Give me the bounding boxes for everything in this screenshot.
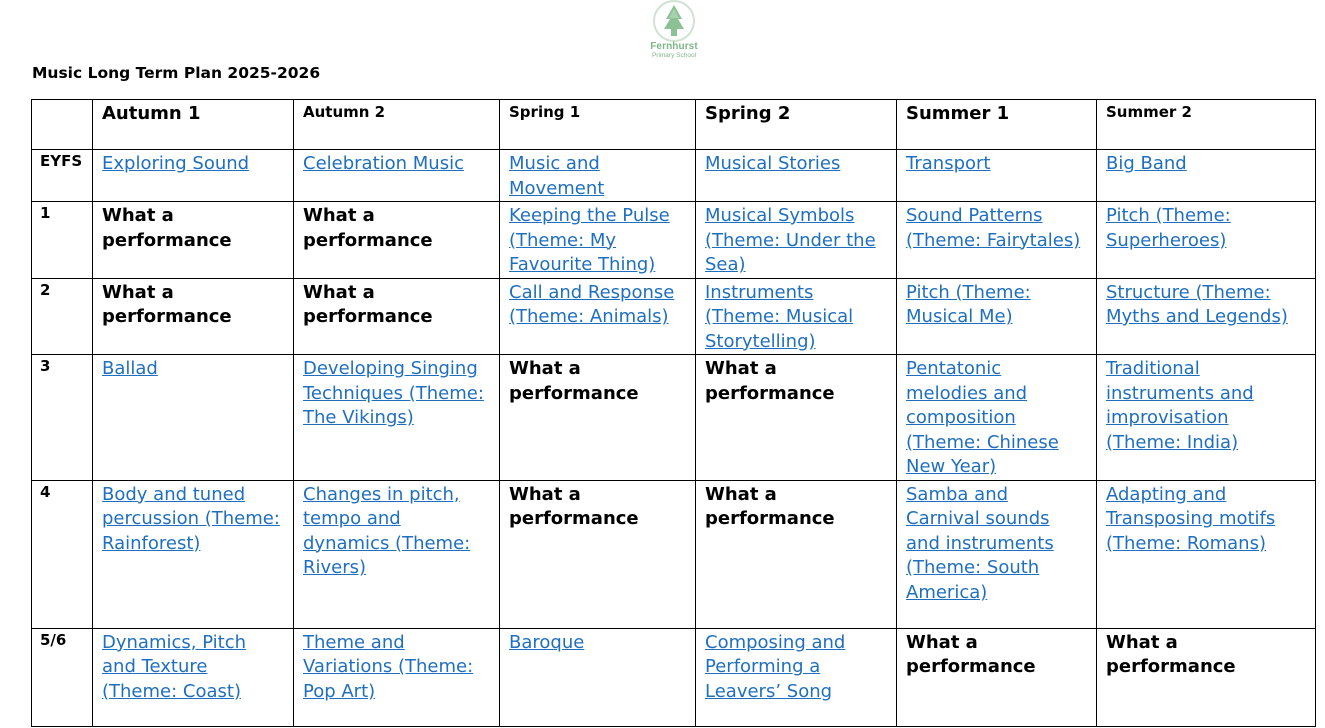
- plan-cell: [294, 278, 500, 355]
- table-row: [32, 480, 1316, 628]
- unit-link[interactable]: Keeping the Pulse (Theme: My Favourite Thing): [509, 205, 670, 275]
- plan-cell: [500, 202, 696, 279]
- plan-cell: [500, 628, 696, 726]
- unit-link[interactable]: Transport: [906, 153, 991, 174]
- year-group-label: 2: [32, 278, 93, 355]
- year-group-label: 5/6: [32, 628, 93, 726]
- unit-link[interactable]: Pentatonic melodies and composition (Theme: Chinese New Year): [906, 358, 1059, 477]
- year-group-label: 3: [32, 355, 93, 481]
- unit-link[interactable]: Body and tuned percussion (Theme: Rainforest): [102, 483, 280, 554]
- unit-link[interactable]: Dynamics, Pitch and Texture (Theme: Coast): [102, 631, 247, 702]
- plan-cell: [294, 628, 500, 726]
- unit-link[interactable]: Instruments (Theme: Musical Storytelling): [705, 281, 854, 352]
- unit-link[interactable]: Pitch (Theme: Musical Me): [906, 281, 1031, 327]
- plan-cell: [93, 628, 294, 726]
- plan-cell: [696, 202, 897, 279]
- performance-unit-text: What a performance: [303, 205, 433, 251]
- performance-unit-text: What a performance: [906, 631, 1036, 677]
- plan-cell: [1097, 355, 1316, 481]
- unit-link[interactable]: Musical Stories: [705, 153, 841, 174]
- performance-unit-text: What a performance: [1106, 631, 1236, 677]
- column-header-summer-1: Summer 1: [897, 100, 1097, 150]
- unit-link[interactable]: Adapting and Transposing motifs (Theme: Romans): [1106, 483, 1276, 554]
- plan-cell: [294, 355, 500, 481]
- logo-school-subtitle: Primary School: [651, 52, 697, 59]
- table-row: [32, 355, 1316, 481]
- unit-link[interactable]: Exploring Sound: [102, 153, 250, 174]
- year-group-label: 1: [32, 202, 93, 279]
- performance-unit-text: What a performance: [509, 358, 639, 404]
- year-group-label: 4: [32, 480, 93, 628]
- plan-cell: [93, 355, 294, 481]
- plan-cell: [1097, 202, 1316, 279]
- plan-cell: [500, 150, 696, 202]
- plan-cell: [897, 150, 1097, 202]
- plan-cell: [1097, 480, 1316, 628]
- plan-cell: [294, 480, 500, 628]
- unit-link[interactable]: Pitch (Theme: Superheroes): [1106, 205, 1231, 251]
- performance-unit-text: What a performance: [303, 281, 433, 327]
- plan-body: [32, 150, 1316, 727]
- performance-unit-text: What a performance: [705, 483, 835, 529]
- plan-cell: [93, 480, 294, 628]
- plan-cell: [294, 150, 500, 202]
- plan-cell: [696, 355, 897, 481]
- unit-link[interactable]: Baroque: [509, 631, 585, 653]
- unit-link[interactable]: Celebration Music: [303, 153, 464, 174]
- plan-cell: [500, 278, 696, 355]
- logo-school-name: Fernhurst: [650, 41, 698, 52]
- unit-link[interactable]: Traditional instruments and improvisation (Theme: India): [1106, 358, 1254, 453]
- plan-cell: [897, 202, 1097, 279]
- plan-cell: [93, 150, 294, 202]
- header-row: [32, 100, 1316, 150]
- table-row: [32, 150, 1316, 202]
- plan-cell: [696, 278, 897, 355]
- plan-cell: [897, 355, 1097, 481]
- document-title: Music Long Term Plan 2025-2026: [32, 64, 321, 82]
- plan-cell: [93, 278, 294, 355]
- plan-cell: [93, 202, 294, 279]
- school-logo: [644, 0, 704, 62]
- plan-cell: [696, 628, 897, 726]
- column-header-autumn-2: Autumn 2: [294, 100, 500, 150]
- table-row: [32, 278, 1316, 355]
- table-row: [32, 202, 1316, 279]
- unit-link[interactable]: Structure (Theme: Myths and Legends): [1106, 281, 1288, 327]
- unit-link[interactable]: Changes in pitch, tempo and dynamics (Theme: Rivers): [303, 483, 471, 578]
- unit-link[interactable]: Theme and Variations (Theme: Pop Art): [303, 631, 474, 702]
- plan-cell: [897, 278, 1097, 355]
- plan-cell: [1097, 278, 1316, 355]
- tree-emblem-icon: [644, 0, 704, 42]
- performance-unit-text: What a performance: [705, 358, 835, 404]
- plan-cell: [1097, 150, 1316, 202]
- table-row: [32, 628, 1316, 726]
- performance-unit-text: What a performance: [509, 483, 639, 529]
- unit-link[interactable]: Big Band: [1106, 153, 1187, 174]
- long-term-plan-table: [31, 99, 1316, 727]
- unit-link[interactable]: Music and Movement: [509, 153, 605, 199]
- performance-unit-text: What a performance: [102, 281, 232, 327]
- column-header-spring-2: Spring 2: [696, 100, 897, 150]
- unit-link[interactable]: Sound Patterns (Theme: Fairytales): [906, 205, 1081, 251]
- unit-link[interactable]: Samba and Carnival sounds and instruments (Theme: South America): [906, 483, 1054, 603]
- unit-link[interactable]: Developing Singing Techniques (Theme: The Vikings): [303, 358, 484, 428]
- column-header-spring-1: Spring 1: [500, 100, 696, 150]
- unit-link[interactable]: Call and Response (Theme: Animals): [509, 281, 675, 327]
- plan-cell: [500, 355, 696, 481]
- plan-cell: [500, 480, 696, 628]
- corner-cell: [32, 100, 93, 150]
- plan-cell: [1097, 628, 1316, 726]
- plan-cell: [696, 480, 897, 628]
- column-header-autumn-1: Autumn 1: [93, 100, 294, 150]
- unit-link[interactable]: Musical Symbols (Theme: Under the Sea): [705, 205, 876, 275]
- unit-link[interactable]: Composing and Performing a Leavers’ Song: [705, 631, 846, 702]
- plan-cell: [897, 480, 1097, 628]
- column-header-summer-2: Summer 2: [1097, 100, 1316, 150]
- performance-unit-text: What a performance: [102, 205, 232, 251]
- plan-cell: [897, 628, 1097, 726]
- plan-cell: [294, 202, 500, 279]
- year-group-label: EYFS: [32, 150, 93, 202]
- unit-link[interactable]: Ballad: [102, 358, 158, 379]
- plan-cell: [696, 150, 897, 202]
